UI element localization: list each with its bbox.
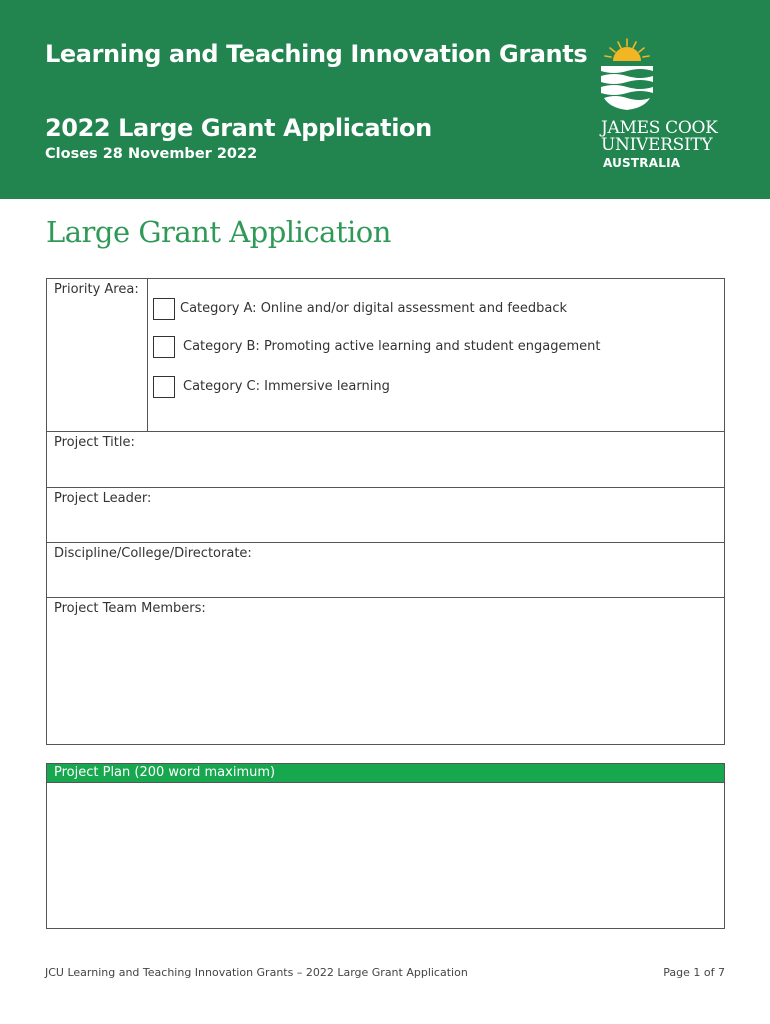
project-plan-field[interactable] [47,783,724,928]
team-members-field[interactable] [47,598,724,744]
category-c-option[interactable] [153,376,713,400]
team-members-label: Project Team Members: [54,601,206,616]
category-b-option[interactable] [153,336,713,360]
project-title-label: Project Title: [54,435,135,450]
category-a-checkbox[interactable] [153,298,175,320]
project-leader-label: Project Leader: [54,491,152,506]
category-c-checkbox[interactable] [153,376,175,398]
category-a-option[interactable] [153,298,713,322]
sun-over-waves-icon [598,36,656,112]
project-plan-header-label: Project Plan (200 word maximum) [54,765,276,780]
priority-area-label-cell [47,279,148,431]
category-a-label: Category A: Online and/or digital assessment and feedback [180,301,568,316]
category-b-checkbox[interactable] [153,336,175,358]
jcu-logo [596,36,736,176]
application-title: 2022 Large Grant Application [45,114,432,142]
logo-text-australia: AUSTRALIA [603,156,681,170]
project-plan-header [47,764,724,783]
logo-text-university: UNIVERSITY [601,135,713,155]
priority-area-label: Priority Area: [54,282,139,297]
application-form-table [46,278,725,745]
project-title-field[interactable] [47,432,724,488]
page-title: Large Grant Application [46,215,391,249]
project-plan-table [46,763,725,929]
logo-text-james-cook: JAMES COOK [601,118,718,138]
category-b-label: Category B: Promoting active learning and student engagement [183,339,601,354]
discipline-label: Discipline/College/Directorate: [54,546,252,561]
category-c-label: Category C: Immersive learning [183,379,390,394]
header-banner [0,0,770,199]
program-heading: Learning and Teaching Innovation Grants [45,40,588,68]
discipline-field[interactable] [47,543,724,598]
priority-area-row [47,279,724,432]
closing-date: Closes 28 November 2022 [45,146,258,162]
footer-page-number: Page 1 of 7 [663,966,725,979]
footer-document-title: JCU Learning and Teaching Innovation Grants – 2022 Large Grant Application [45,966,468,979]
project-leader-field[interactable] [47,488,724,543]
